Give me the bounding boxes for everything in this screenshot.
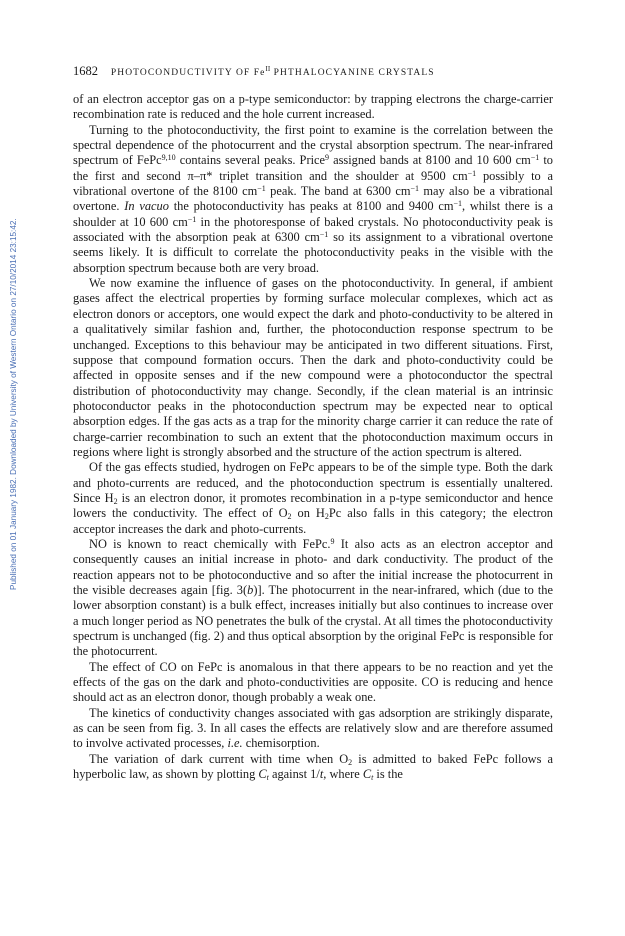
- page-number: 1682: [73, 64, 98, 78]
- paragraph-4: Of the gas effects studied, hydrogen on FePc appears to be of the simple type. Both the dark and photo-currents are reduced, and the photoconduction spectrum is essentially unaltered. Since $H_2$ is an electron donor, it promotes recombination in a p-type semiconductor and hence lowers the conductivity. The effect of $O_2$ on $H_2Pc$ also falls in this category; the electron acceptor increases the dark and photo-currents.: [73, 460, 553, 536]
- running-header: [73, 64, 553, 80]
- paragraph-8: The variation of dark current with time when $O_2$ is admitted to baked FePc follows a hyperbolic law, as shown by plotting $C_t$ against 1/t, where $C_t$ is the: [73, 751, 553, 783]
- running-title: PHOTOCONDUCTIVITY OF $Fe^{II}$ PHTHALOCYANINE CRYSTALS: [110, 65, 435, 78]
- paragraph-1: of an electron acceptor gas on a p-type semiconductor: by trapping electrons the charge-carrier recombination rate is reduced and the hole current increased.: [73, 92, 553, 122]
- paragraph-7: The kinetics of conductivity changes associated with gas adsorption are strikingly disparate, as can be seen from fig. 3. In all cases the effects are relatively slow and are therefore assumed to involve activated processes, i.e. chemisorption.: [73, 705, 553, 751]
- paragraph-6: The effect of CO on FePc is anomalous in that there appears to be no reaction and yet the effects of the gas on the dark and photo-conductivities are opposite. CO is reducing and hence should act as an electron donor, though probably a weak one.: [73, 659, 553, 705]
- download-watermark: Published on 01 January 1982. Downloaded by University of Western Ontario on 27/10/2014 23:15:42.: [9, 218, 18, 590]
- paragraph-3: We now examine the influence of gases on the photoconductivity. In general, if ambient gases affect the electrical properties by forming surface molecular complexes, which act as electron donors or acceptors, one would expect the dark and photo-conductivity to be altered in a qualitatively similar fashion and, further, the photoconduction response spectrum to be unchanged. Exceptions to this behaviour may be anticipated in two different situations. First, suppose that compound formation occurs. Then the dark and photo-conductivity could be affected in opposite senses and if the new compound were a photoconductor the spectral distribution of photoconductivity may change. Secondly, if the clean material is an intrinsic photoconductor peaks in the photoconduction spectrum may be expected near to optical absorption edges. If the gas acts as a trap for the minority charge carrier it can reduce the rate of charge-carrier recombination to such an extent that the photoconduction maximum occurs in regions where light is strongly absorbed and the structure of the action spectrum is altered.: [73, 276, 553, 459]
- article-body: [73, 92, 553, 782]
- paragraph-2: Turning to the photoconductivity, the first point to examine is the correlation between the spectral dependence of the photocurrent and the crystal absorption spectrum. The near-infrared spectrum of FePc$^{9,10}$ contains several peaks. Price$^9$ assigned bands at 8100 and 10 600 $cm^{-1}$ to the first and second π–π* triplet transition and the shoulder at 9500 $cm^{-1}$ possibly to a vibrational overtone of the 8100 $cm^{-1}$ peak. The band at 6300 $cm^{-1}$ may also be a vibrational overtone. In vacuo the photoconductivity has peaks at 8100 and 9400 $cm^{-1}$, whilst there is a shoulder at 10 600 $cm^{-1}$ in the photoresponse of baked crystals. No photoconductivity peak is associated with the absorption peak at 6300 $cm^{-1}$ so its assignment to a vibrational overtone seems likely. It is difficult to correlate the photoconductivity peaks in the visible with the absorption spectrum because both are very broad.: [73, 122, 554, 275]
- paragraph-5: NO is known to react chemically with FePc.$^9$ It also acts as an electron acceptor and consequently causes an initial increase in photo- and dark conductivity. The product of the reaction appears not to be photoconductive and so after the initial increase the photocurrent in the visible decreases again [fig. 3(b)]. The photocurrent in the near-infrared, which (due to the lower absorption constant) is a bulk effect, increases initially but also continues to increase over a much longer period as NO penetrates the bulk of the crystal. At all times the photoconductivity spectrum is unchanged (fig. 2) and thus optical absorption by the original FePc is responsible for the photocurrent.: [73, 536, 553, 659]
